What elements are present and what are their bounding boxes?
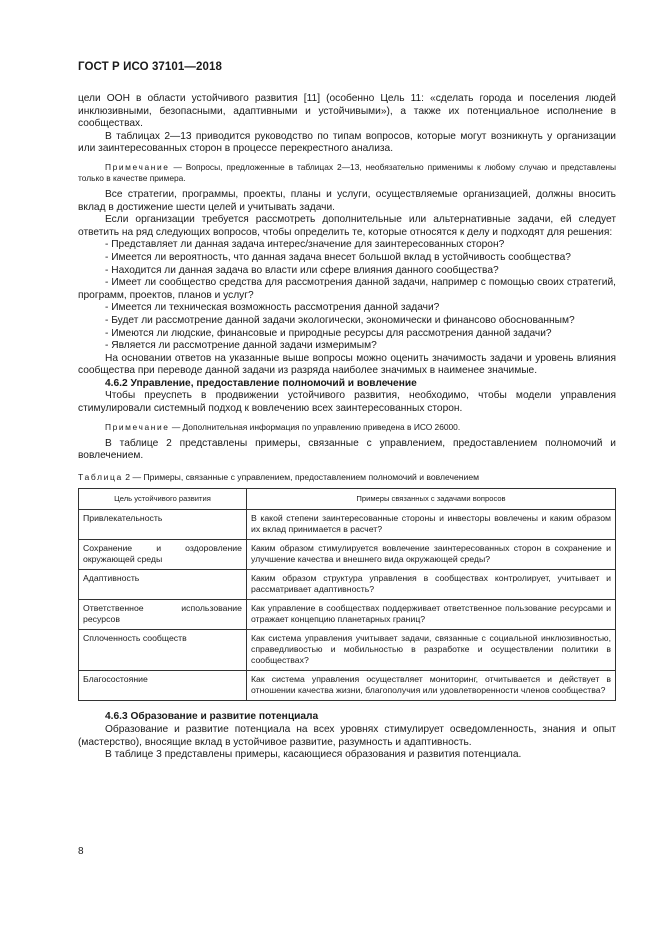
paragraph: Все стратегии, программы, проекты, планы и услуги, осуществляемые организацией, должны вносить вклад в достижение шести целей и учитывать задачи. [78,188,616,213]
paragraph: Если организации требуется рассмотреть дополнительные или альтернативные задачи, ей следует ответить на ряд следующих вопросов, чтобы определить те, которые относятся к делу и подходят для решения: [78,214,616,238]
paragraph: Чтобы преуспеть в продвижении устойчивого развития, необходимо, чтобы модели управления стимулировали системный подход к вовлечению всех заинтересованных сторон. [78,390,616,415]
table-caption [78,471,616,484]
list-item: - Будет ли рассмотрение данной задачи экологически, экономически и финансово обоснованным? [105,314,575,326]
paragraph: Образование и развитие потенциала на всех уровнях стимулирует осведомленность, знания и опыт (мастерство), вносящие вклад в устойчивое развитие, разумность и адаптивность. [78,724,616,748]
list-item: - Имеются ли людские, финансовые и природные ресурсы для рассмотрения данной задачи? [105,327,552,339]
note [78,422,616,433]
note [78,162,616,184]
column-header: Цель устойчивого развития [79,489,247,510]
table-caption-label: Таблица [78,471,123,482]
table-cell-goal: Привлекательность [79,510,247,540]
section-heading: 4.6.3 Образование и развитие потенциала [105,711,319,723]
paragraph: На основании ответов на указанные выше вопросы можно оценить значимость задачи и уровень влияния сообщества при переводе данной задачи из разряда наиболее значимых в наименее значимые. [78,352,616,377]
table-row [79,510,616,540]
note-text: — Вопросы, предложенные в таблицах 2—13, необязательно применимы к любому случаю и представлены только в качестве примера. [78,161,616,183]
document-header: ГОСТ Р ИСО 37101—2018 [78,61,223,73]
note-label: Примечание [105,421,170,432]
table-row [79,671,616,701]
table-row [79,630,616,671]
table-cell-goal: Ответственное использование ресурсов [79,600,247,630]
paragraph: В таблицах 2—13 приводится руководство по типам вопросов, которые могут возникнуть у организации или заинтересованных сторон в процессе перекрестного анализа. [78,130,616,155]
note-label: Примечание [105,161,170,172]
goals-table [78,488,616,701]
table-cell-goal: Сохранение и оздоровление окружающей среды [79,540,247,570]
table-row [79,540,616,570]
paragraph: В таблице 3 представлены примеры, касающиеся образования и развития потенциала. [105,749,522,761]
table-cell-question: Как система управления учитывает задачи, связанные с социальной инклюзивностью, справедливостью и мобильностью в разработке и осуществлении политики в сообществах? [247,630,616,671]
body-text [78,93,616,762]
table-row [79,600,616,630]
page-number: 8 [78,846,84,857]
table-cell-question: Как управление в сообществах поддерживает ответственное пользование ресурсами и отражает концепцию планетарных границ? [247,600,616,630]
note-text: — Дополнительная информация по управлению приведена в ИСО 26000. [171,421,461,432]
section-heading: 4.6.2 Управление, предоставление полномочий и вовлечение [105,377,417,389]
question-list [78,239,616,352]
paragraph: цели ООН в области устойчивого развития [11] (особенно Цель 11: «сделать города и поселения людей инклюзивными, безопасными, адаптивными и устойчивыми»), а также их потенциальное исполнение в сообществах. [78,93,616,130]
paragraph: В таблице 2 представлены примеры, связанные с управлением, предоставлением полномочий и вовлечением. [78,437,616,462]
table-cell-goal: Сплоченность сообществ [79,630,247,671]
table-caption-text: 2 — Примеры, связанные с управлением, предоставлением полномочий и вовлечением [125,471,480,482]
table-cell-question: Каким образом структура управления в сообществах контролирует, учитывает и рассматривает адаптивность? [247,570,616,600]
table-cell-question: Как система управления осуществляет мониторинг, отчитывается и действует в отношении качества жизни, благополучия или удовлетворенности членов сообщества? [247,671,616,701]
table-row [79,570,616,600]
table-cell-question: Каким образом стимулируется вовлечение заинтересованных сторон в сохранение и улучшение качества и внешнего вида окружающей среды? [247,540,616,570]
list-item: - Находится ли данная задача во власти или сфере влияния данного сообщества? [105,264,499,276]
table-cell-question: В какой степени заинтересованные стороны и инвесторы вовлечены и каким образом их вклад принимается в расчет? [247,510,616,540]
table-cell-goal: Благосостояние [79,671,247,701]
column-header: Примеры связанных с задачами вопросов [247,489,616,510]
table-header-row [79,489,616,510]
list-item: - Представляет ли данная задача интерес/значение для заинтересованных сторон? [105,239,505,251]
list-item: - Является ли рассмотрение данной задачи измеримым? [105,340,377,352]
list-item: - Имеется ли техническая возможность рассмотрения данной задачи? [105,302,440,314]
table-cell-goal: Адаптивность [79,570,247,600]
list-item: - Имеется ли вероятность, что данная задача внесет большой вклад в устойчивость сообщества? [105,251,571,263]
list-item: - Имеет ли сообщество средства для рассмотрения данной задачи, например с помощью своих стратегий, программ, проектов, планов и услуг? [78,277,616,301]
